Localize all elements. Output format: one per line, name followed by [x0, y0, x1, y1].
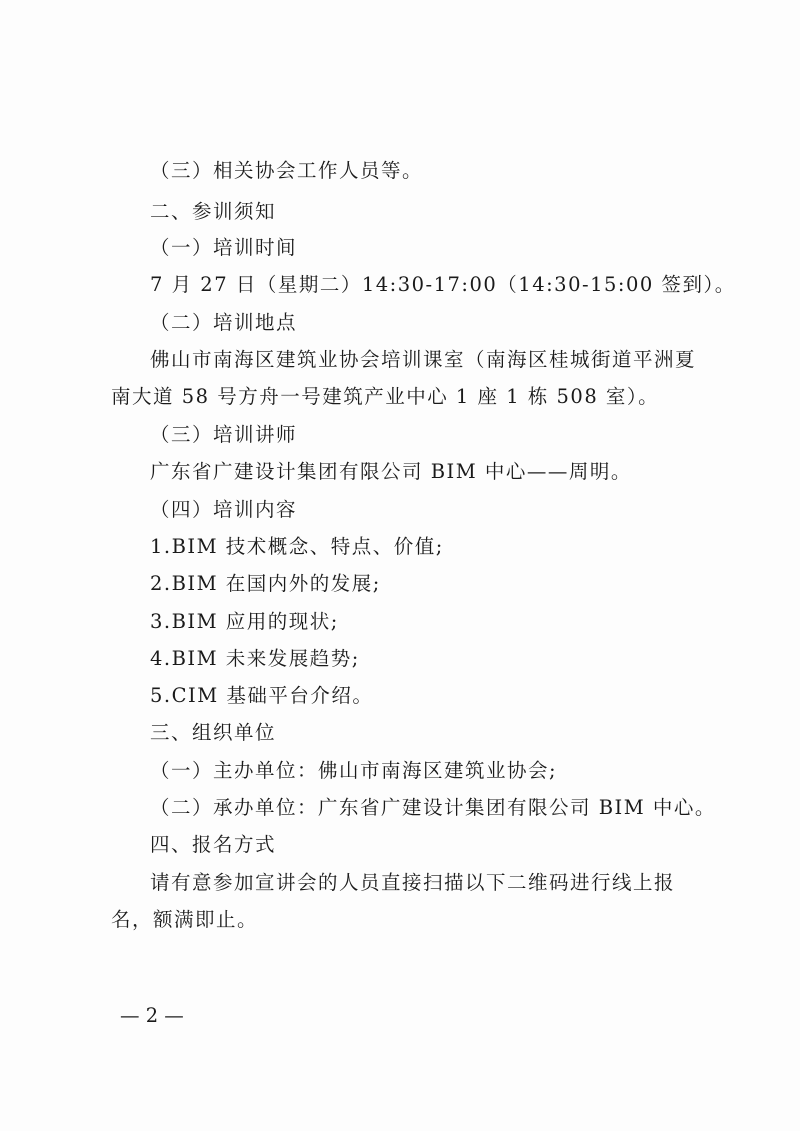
content-item-1: 1.BIM 技术概念、特点、价值; [150, 535, 444, 558]
training-location-line-2: 南大道 58 号方舟一号建筑产业中心 1 座 1 栋 508 室）。 [111, 385, 660, 408]
content-item-2: 2.BIM 在国内外的发展; [150, 572, 381, 595]
page-number: — 2 — [120, 1004, 184, 1027]
training-lecturer-text: 广东省广建设计集团有限公司 BIM 中心——周明。 [150, 460, 632, 483]
organizer-host: （一）主办单位：佛山市南海区建筑业协会; [150, 759, 558, 782]
subheading-training-location: （二）培训地点 [150, 311, 298, 334]
training-time-text: 7 月 27 日（星期二）14:30-17:00（14:30-15:00 签到）。 [150, 273, 736, 296]
subheading-training-time: （一）培训时间 [150, 236, 298, 259]
item-three-association-staff: （三）相关协会工作人员等。 [150, 159, 424, 182]
section-heading-organizers: 三、组织单位 [150, 721, 277, 744]
registration-text-line-1: 请有意参加宣讲会的人员直接扫描以下二维码进行线上报 [150, 871, 676, 894]
section-heading-training-notes: 二、参训须知 [150, 200, 277, 223]
registration-text-line-2: 名，额满即止。 [111, 908, 259, 931]
organizer-undertaker: （二）承办单位：广东省广建设计集团有限公司 BIM 中心。 [150, 796, 716, 819]
subheading-training-lecturer: （三）培训讲师 [150, 423, 298, 446]
content-item-5: 5.CIM 基础平台介绍。 [150, 684, 374, 707]
subheading-training-content: （四）培训内容 [150, 498, 298, 521]
training-location-line-1: 佛山市南海区建筑业协会培训课室（南海区桂城街道平洲夏 [150, 348, 697, 371]
content-item-3: 3.BIM 应用的现状; [150, 610, 339, 633]
content-item-4: 4.BIM 未来发展趋势; [150, 647, 360, 670]
section-heading-registration: 四、报名方式 [150, 833, 277, 856]
